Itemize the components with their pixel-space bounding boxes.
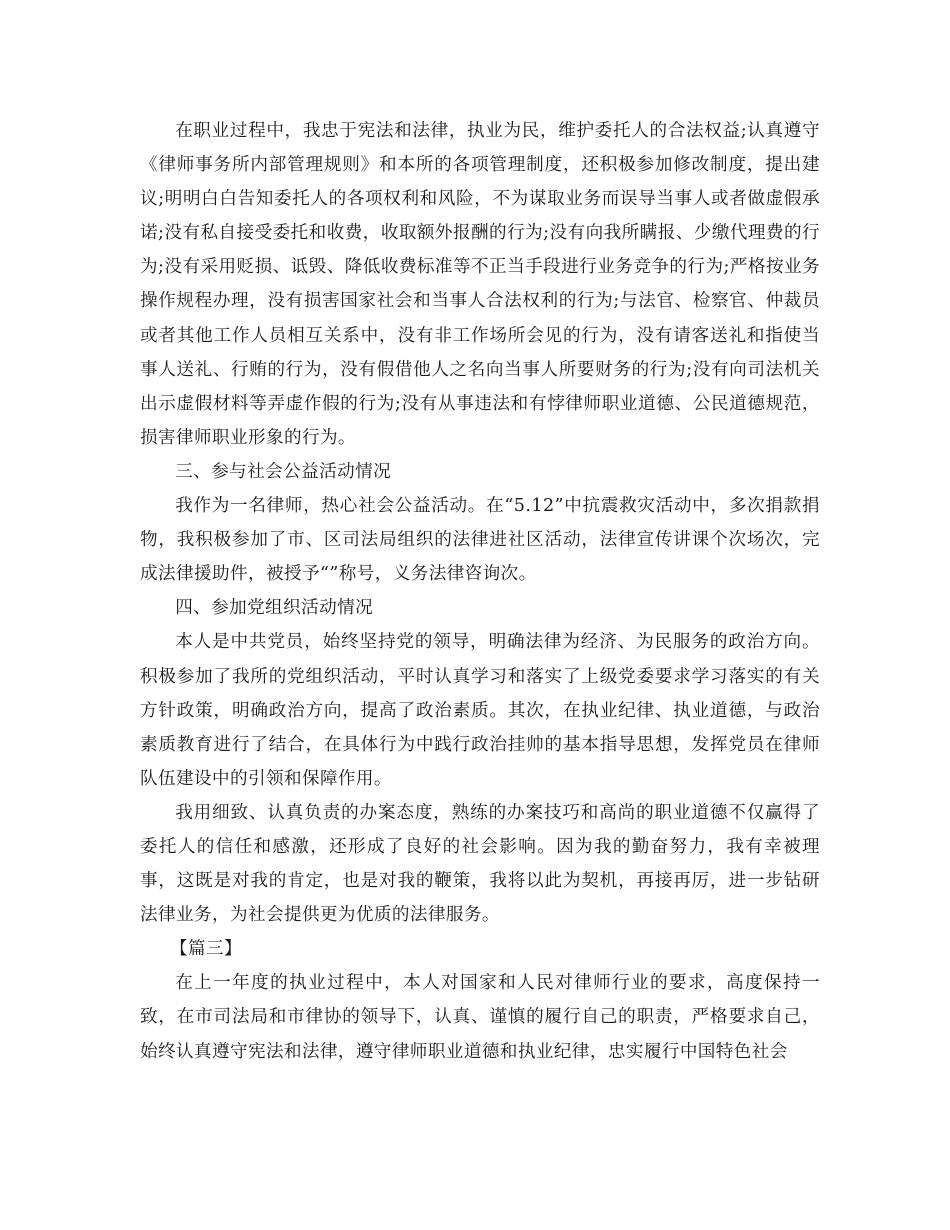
heading-party-activities: 四、参加党组织活动情况 xyxy=(175,598,374,619)
document-body xyxy=(140,114,820,1069)
section-marker-part-three: 【篇三】 xyxy=(170,939,242,960)
paragraph-work-attitude: 我用细致、认真负责的办案态度，熟练的办案技巧和高尚的职业道德不仅赢得了委托人的信任和感激，还形成了良好的社会影响。因为我的勤奋努力，我有幸被理事，这既是对我的肯定，也是对我的鞭策，我将以此为契机，再接再厉，进一步钻研法律业务，为社会提供更为优质的法律服务。 xyxy=(140,802,820,926)
paragraph-party-activities: 本人是中共党员，始终坚持党的领导，明确法律为经济、为民服务的政治方向。积极参加了我所的党组织活动，平时认真学习和落实了上级党委要求学习落实的有关方针政策，明确政治方向，提高了政治素质。其次，在执业纪律、执业道德，与政治素质教育进行了结合，在具体行为中践行政治挂帅的基本指导思想，发挥党员在律师队伍建设中的引领和保障作用。 xyxy=(140,632,820,789)
heading-public-welfare: 三、参与社会公益活动情况 xyxy=(175,461,392,482)
paragraph-part-three-intro: 在上一年度的执业过程中，本人对国家和人民对律师行业的要求，高度保持一致，在市司法局和市律协的领导下，认真、谨慎的履行自己的职责，严格要求自己，始终认真遵守宪法和法律，遵守律师职业道德和执业纪律，忠实履行中国特色社会 xyxy=(140,973,820,1062)
paragraph-professional-conduct: 在职业过程中，我忠于宪法和法律，执业为民，维护委托人的合法权益;认真遵守《律师事务所内部管理规则》和本所的各项管理制度，还积极参加修改制度，提出建议;明明白白告知委托人的各项权利和风险，不为谋取业务而误导当事人或者做虚假承诺;没有私自接受委托和收费，收取额外报酬的行为;没有向我所瞒报、少缴代理费的行为;没有采用贬损、诋毁、降低收费标准等不正当手段进行业务竞争的行为;严格按业务操作规程办理，没有损害国家社会和当事人合法权利的行为;与法官、检察官、仲裁员或者其他工作人员相互关系中，没有非工作场所会见的行为，没有请客送礼和指使当事人送礼、行贿的行为，没有假借他人之名向当事人所要财务的行为;没有向司法机关出示虚假材料等弄虚作假的行为;没有从事违法和有悖律师职业道德、公民道德规范，损害律师职业形象的行为。 xyxy=(140,121,820,448)
paragraph-public-welfare: 我作为一名律师，热心社会公益活动。在“5.12”中抗震救灾活动中，多次捐款捐物，我积极参加了市、区司法局组织的法律进社区活动，法律宣传讲课个次场次，完成法律援助件，被授予“”称号，义务法律咨询次。 xyxy=(140,496,820,585)
